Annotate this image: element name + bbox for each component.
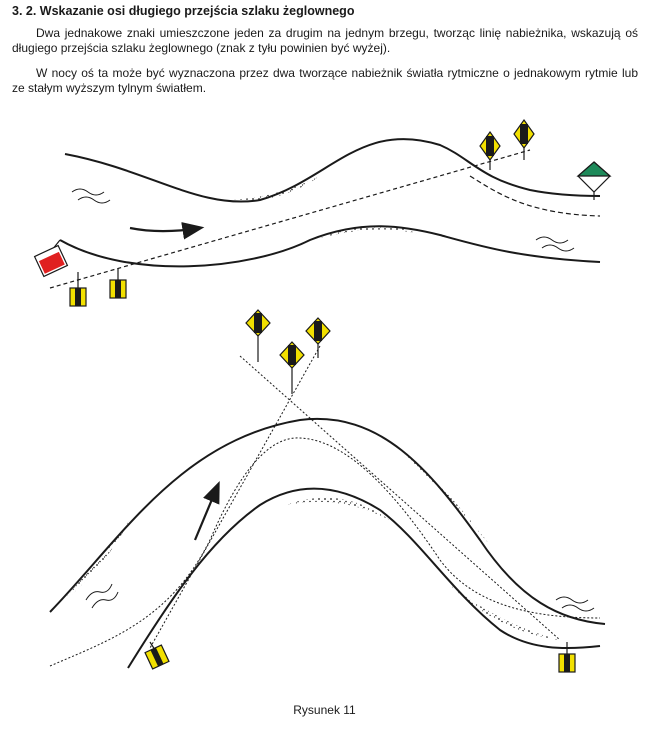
yellow-square-sign (110, 268, 126, 298)
diamond-sign (480, 132, 500, 170)
upper-river-bank-bottom (60, 226, 600, 266)
red-square-sign (35, 240, 68, 276)
green-triangle-sign (578, 162, 610, 200)
lower-leading-line-left (150, 346, 320, 648)
arrow-icon (195, 485, 218, 540)
upper-leading-line (50, 150, 530, 288)
wave-icon (72, 189, 110, 203)
upper-river-bank-top (65, 139, 600, 202)
lower-channel-dotted-line (50, 438, 600, 666)
yellow-square-sign (559, 642, 575, 672)
wave-icon (556, 597, 594, 611)
lower-shoal-inner-right (450, 585, 560, 640)
wave-icon (536, 237, 574, 251)
lower-shoal-outer-right (400, 450, 490, 545)
arrow-icon (130, 228, 200, 231)
yellow-square-sign (145, 642, 169, 669)
upper-figure (35, 120, 610, 306)
yellow-square-sign (70, 272, 86, 306)
diamond-sign (306, 318, 330, 358)
lower-leading-line-right (240, 356, 560, 640)
lower-shoal-inner (285, 498, 390, 520)
diamond-sign (280, 342, 304, 394)
lower-river-bank-outer (50, 419, 605, 624)
section-heading: 3. 2. Wskazanie osi długiego przejścia szlaku żeglownego (12, 4, 355, 18)
wave-icon (86, 584, 118, 608)
lower-figure (50, 310, 605, 672)
paragraph-night: W nocy oś ta może być wyznaczona przez dwa tworzące nabieżnik światła rytmiczne o jednakowym rytmie lub ze stałym wyższym tylnym światłem. (12, 66, 638, 95)
paragraph-day: Dwa jednakowe znaki umieszczone jeden za drugim na jednym brzegu, tworząc linię nabieżnika, wskazują oś długiego przejścia szlaku żeglownego (znak z tyłu powinien być wyżej). (12, 26, 638, 55)
figure-caption: Rysunek 11 (293, 703, 356, 717)
diamond-sign (246, 310, 270, 362)
lower-river-bank-inner (128, 489, 600, 668)
